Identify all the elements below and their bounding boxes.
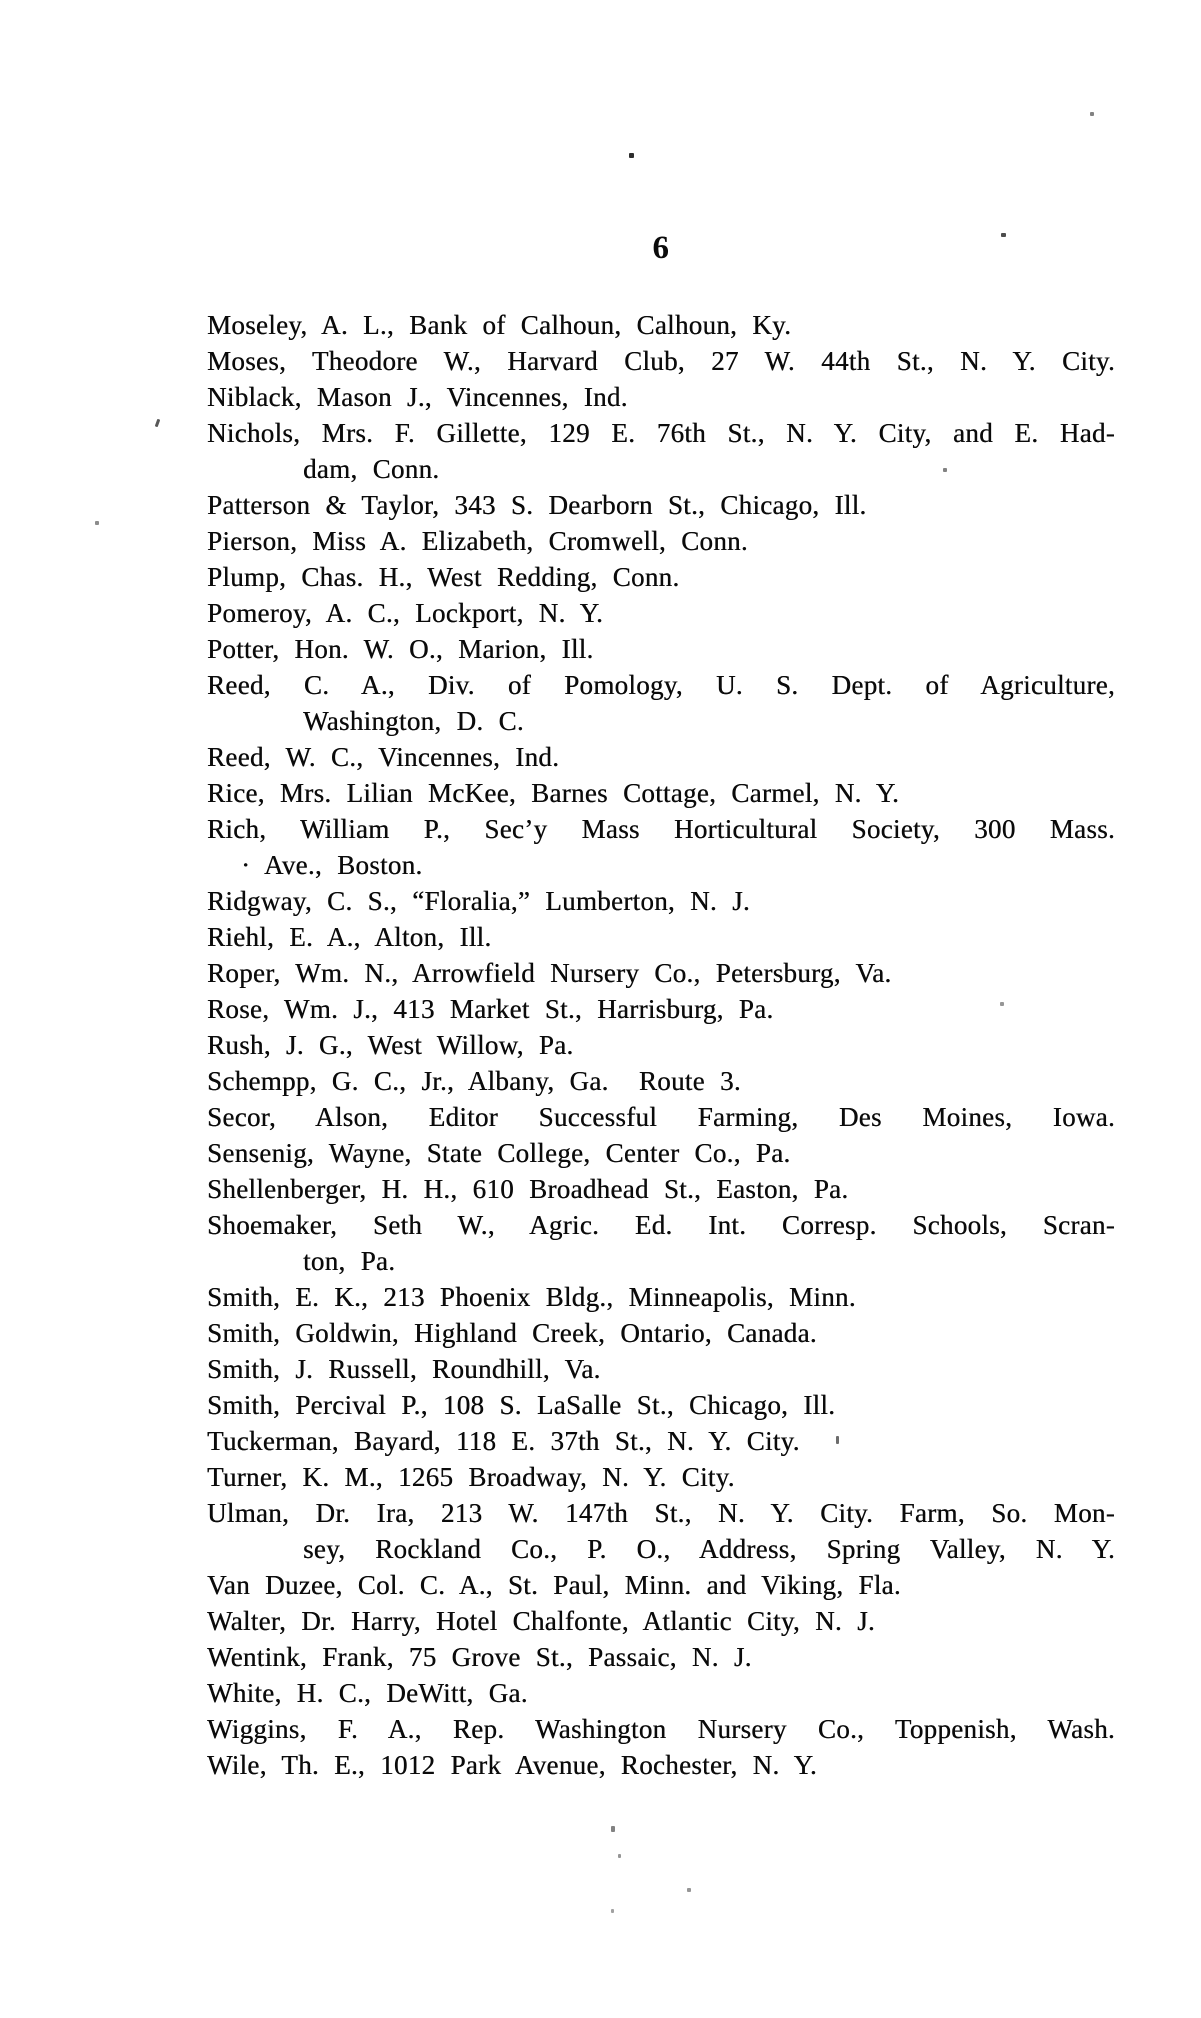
directory-line: Shellenberger, H. H., 610 Broadhead St., Easton, Pa. [207,1174,849,1204]
directory-line: dam, Conn. [303,454,440,484]
directory-line: Rush, J. G., West Willow, Pa. [207,1030,574,1060]
directory-line: Rose, Wm. J., 413 Market St., Harrisburg, Pa. [207,994,774,1024]
directory-line: Moses, Theodore W., Harvard Club, 27 W. 44th St., N. Y. City. [207,346,1115,376]
directory-line: Shoemaker, Seth W., Agric. Ed. Int. Corresp. Schools, Scran- [207,1210,1115,1240]
directory-line: Niblack, Mason J., Vincennes, Ind. [207,382,628,412]
directory-line: Walter, Dr. Harry, Hotel Chalfonte, Atlantic City, N. J. [207,1606,875,1636]
page-number: 6 [652,230,670,266]
directory-line: White, H. C., DeWitt, Ga. [207,1678,528,1708]
ink-speck [618,1854,621,1858]
directory-line: Ridgway, C. S., “Floralia,” Lumberton, N. J. [207,886,750,916]
directory-line: Riehl, E. A., Alton, Ill. [207,922,492,952]
directory-line: Roper, Wm. N., Arrowfield Nursery Co., Petersburg, Va. [207,958,892,988]
directory-line: Sensenig, Wayne, State College, Center Co., Pa. [207,1138,791,1168]
directory-line: Pierson, Miss A. Elizabeth, Cromwell, Conn. [207,526,748,556]
directory-line: Smith, E. K., 213 Phoenix Bldg., Minneapolis, Minn. [207,1282,856,1312]
directory-line: Wiggins, F. A., Rep. Washington Nursery Co., Toppenish, Wash. [207,1714,1115,1744]
directory-line: Secor, Alson, Editor Successful Farming, Des Moines, Iowa. [207,1102,1115,1132]
directory-line: Smith, Percival P., 108 S. LaSalle St., Chicago, Ill. [207,1390,836,1420]
ink-speck [836,1436,839,1444]
directory-line: Moseley, A. L., Bank of Calhoun, Calhoun, Ky. [207,310,792,340]
ink-speck [943,468,947,472]
directory-list [207,307,1115,1783]
directory-line: Rice, Mrs. Lilian McKee, Barnes Cottage, Carmel, N. Y. [207,778,900,808]
directory-line: Reed, C. A., Div. of Pomology, U. S. Dept. of Agriculture, [207,670,1115,700]
ink-speck [155,419,161,428]
directory-line: Van Duzee, Col. C. A., St. Paul, Minn. and Viking, Fla. [207,1570,901,1600]
directory-line: Smith, J. Russell, Roundhill, Va. [207,1354,601,1384]
ink-speck [1090,112,1094,116]
directory-line: Washington, D. C. [303,706,524,736]
directory-line: Nichols, Mrs. F. Gillette, 129 E. 76th St., N. Y. City, and E. Had- [207,418,1115,448]
directory-line: Potter, Hon. W. O., Marion, Ill. [207,634,594,664]
directory-line: Patterson & Taylor, 343 S. Dearborn St., Chicago, Ill. [207,490,867,520]
directory-line: Pomeroy, A. C., Lockport, N. Y. [207,598,604,628]
ink-speck [95,521,99,525]
directory-line: Plump, Chas. H., West Redding, Conn. [207,562,680,592]
ink-speck [629,153,634,158]
directory-line: · Ave., Boston. [241,850,423,880]
directory-line: Turner, K. M., 1265 Broadway, N. Y. City. [207,1462,735,1492]
directory-line: Smith, Goldwin, Highland Creek, Ontario, Canada. [207,1318,817,1348]
ink-speck [1001,233,1006,237]
directory-line: Wile, Th. E., 1012 Park Avenue, Rochester, N. Y. [207,1750,817,1780]
ink-speck [611,1909,614,1913]
directory-line: Tuckerman, Bayard, 118 E. 37th St., N. Y. City. [207,1426,800,1456]
ink-speck [1000,1002,1004,1006]
ink-speck [611,1826,615,1832]
directory-line: ton, Pa. [303,1246,396,1276]
directory-line: Reed, W. C., Vincennes, Ind. [207,742,560,772]
directory-line: Wentink, Frank, 75 Grove St., Passaic, N. J. [207,1642,752,1672]
directory-line: Schempp, G. C., Jr., Albany, Ga. Route 3. [207,1066,741,1096]
directory-line: Ulman, Dr. Ira, 213 W. 147th St., N. Y. City. Farm, So. Mon- [207,1498,1115,1528]
directory-line: Rich, William P., Sec’y Mass Horticultural Society, 300 Mass. [207,814,1115,844]
directory-line: sey, Rockland Co., P. O., Address, Spring Valley, N. Y. [303,1534,1115,1564]
ink-speck [687,1888,691,1892]
